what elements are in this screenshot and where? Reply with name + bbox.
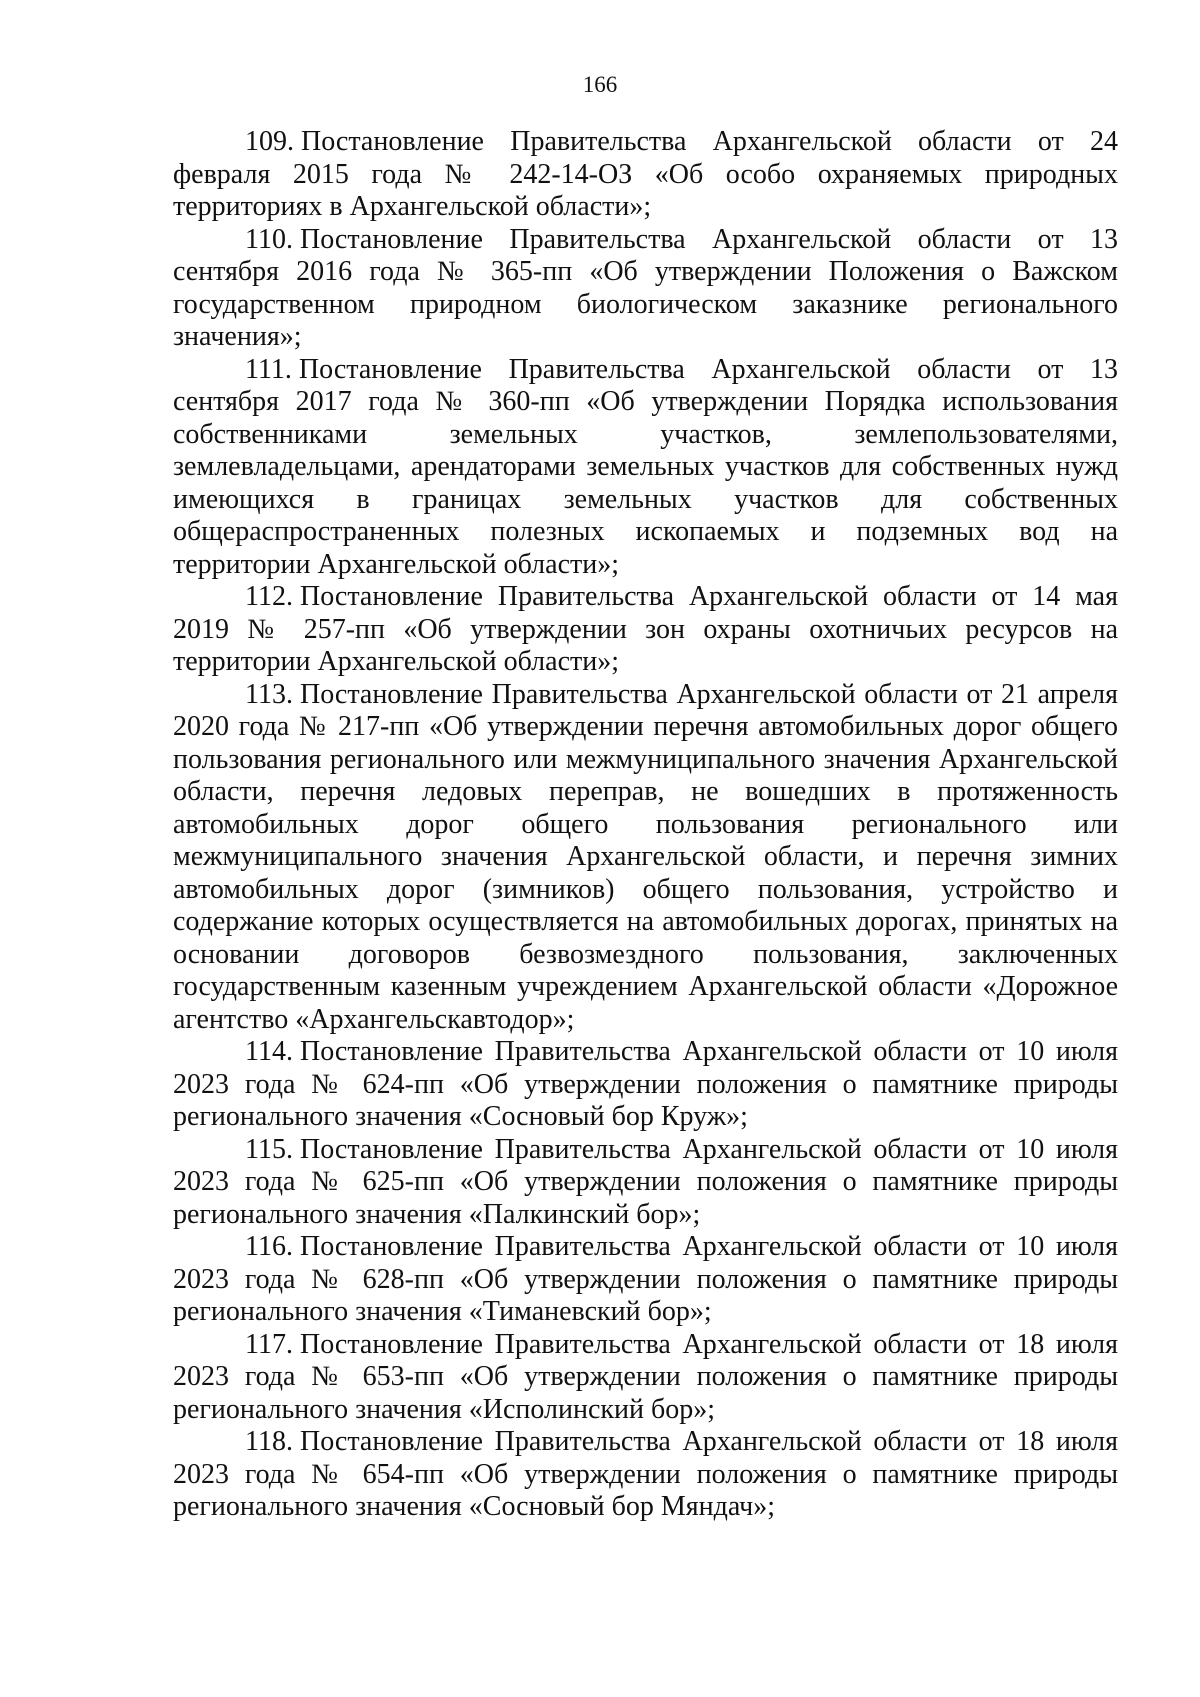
list-item-number: 117. bbox=[245, 1328, 293, 1360]
list-item-text: Постановление Правительства Архангельской области от 18 июля 2023 года № 654-пп «Об утверждении положения о памятнике природы регионального значения «Сосновый бор Мяндач»; bbox=[173, 1426, 1118, 1522]
legal-acts-list bbox=[173, 126, 1118, 1524]
list-item bbox=[173, 1134, 1118, 1232]
list-item bbox=[173, 354, 1118, 582]
list-item bbox=[173, 1426, 1118, 1524]
list-item-number: 110. bbox=[245, 223, 293, 255]
list-item-number: 109. bbox=[245, 126, 294, 157]
list-item-text: Постановление Правительства Архангельской области от 13 сентября 2016 года № 365-пп «Об утверждении Положения о Важском государственном природном биологическом заказнике регионального значения»; bbox=[173, 223, 1118, 352]
page-number: 166 bbox=[582, 72, 618, 97]
list-item bbox=[173, 1329, 1118, 1427]
list-item-number: 118. bbox=[245, 1426, 293, 1457]
list-item bbox=[173, 581, 1118, 679]
list-item-text: Постановление Правительства Архангельской области от 14 мая 2019 № 257-пп «Об утверждении зон охраны охотничьих ресурсов на территории Архангельской области»; bbox=[173, 581, 1118, 677]
list-item bbox=[173, 126, 1118, 224]
list-item-number: 112. bbox=[245, 581, 293, 612]
list-item-number: 114. bbox=[245, 1036, 293, 1067]
list-item bbox=[173, 1036, 1118, 1134]
list-item-number: 115. bbox=[245, 1133, 293, 1165]
list-item bbox=[173, 679, 1118, 1037]
list-item-text: Постановление Правительства Архангельской области от 18 июля 2023 года № 653-пп «Об утверждении положения о памятнике природы регионального значения «Исполинский бор»; bbox=[173, 1328, 1118, 1425]
list-item bbox=[173, 224, 1118, 354]
list-item-text: Постановление Правительства Архангельской области от 21 апреля 2020 года № 217-пп «Об утверждении перечня автомобильных дорог общего пользования регионального или межмуниципального значения Архангельской области, перечня ледовых переправ, не вошедших в протяженность автомобильных дорог общего пользования регионального или межмуниципального значения Архангельской области, и перечня зимних автомобильных дорог (зимников) общего пользования, устройство и содержание которых осуществляется на автомобильных дорогах, принятых на основании договоров безвозмездного пользования, заключенных государственным казенным учреждением Архангельской области «Дорожное агентство «Архангельскавтодор»; bbox=[173, 678, 1118, 1035]
list-item-text: Постановление Правительства Архангельской области от 24 февраля 2015 года № 242-14-ОЗ «Об особо охраняемых природных территориях в Архангельской области»; bbox=[173, 126, 1118, 222]
list-item-number: 113. bbox=[245, 678, 293, 710]
list-item-number: 116. bbox=[245, 1231, 293, 1262]
list-item-text: Постановление Правительства Архангельской области от 10 июля 2023 года № 628-пп «Об утверждении положения о памятнике природы регионального значения «Тиманевский бор»; bbox=[173, 1231, 1118, 1327]
list-item-text: Постановление Правительства Архангельской области от 13 сентября 2017 года № 360-пп «Об утверждении Порядка использования собственниками земельных участков, землепользователями, землевладельцами, арендаторами земельных участков для собственных нужд имеющихся в границах земельных участков для собственных общераспространенных полезных ископаемых и подземных вод на территории Архангельской области»; bbox=[173, 353, 1118, 580]
list-item-text: Постановление Правительства Архангельской области от 10 июля 2023 года № 624-пп «Об утверждении положения о памятнике природы регионального значения «Сосновый бор Круж»; bbox=[173, 1036, 1118, 1132]
list-item bbox=[173, 1231, 1118, 1329]
list-item-text: Постановление Правительства Архангельской области от 10 июля 2023 года № 625-пп «Об утверждении положения о памятнике природы регионального значения «Палкинский бор»; bbox=[173, 1133, 1118, 1230]
list-item-number: 111. bbox=[245, 353, 292, 385]
